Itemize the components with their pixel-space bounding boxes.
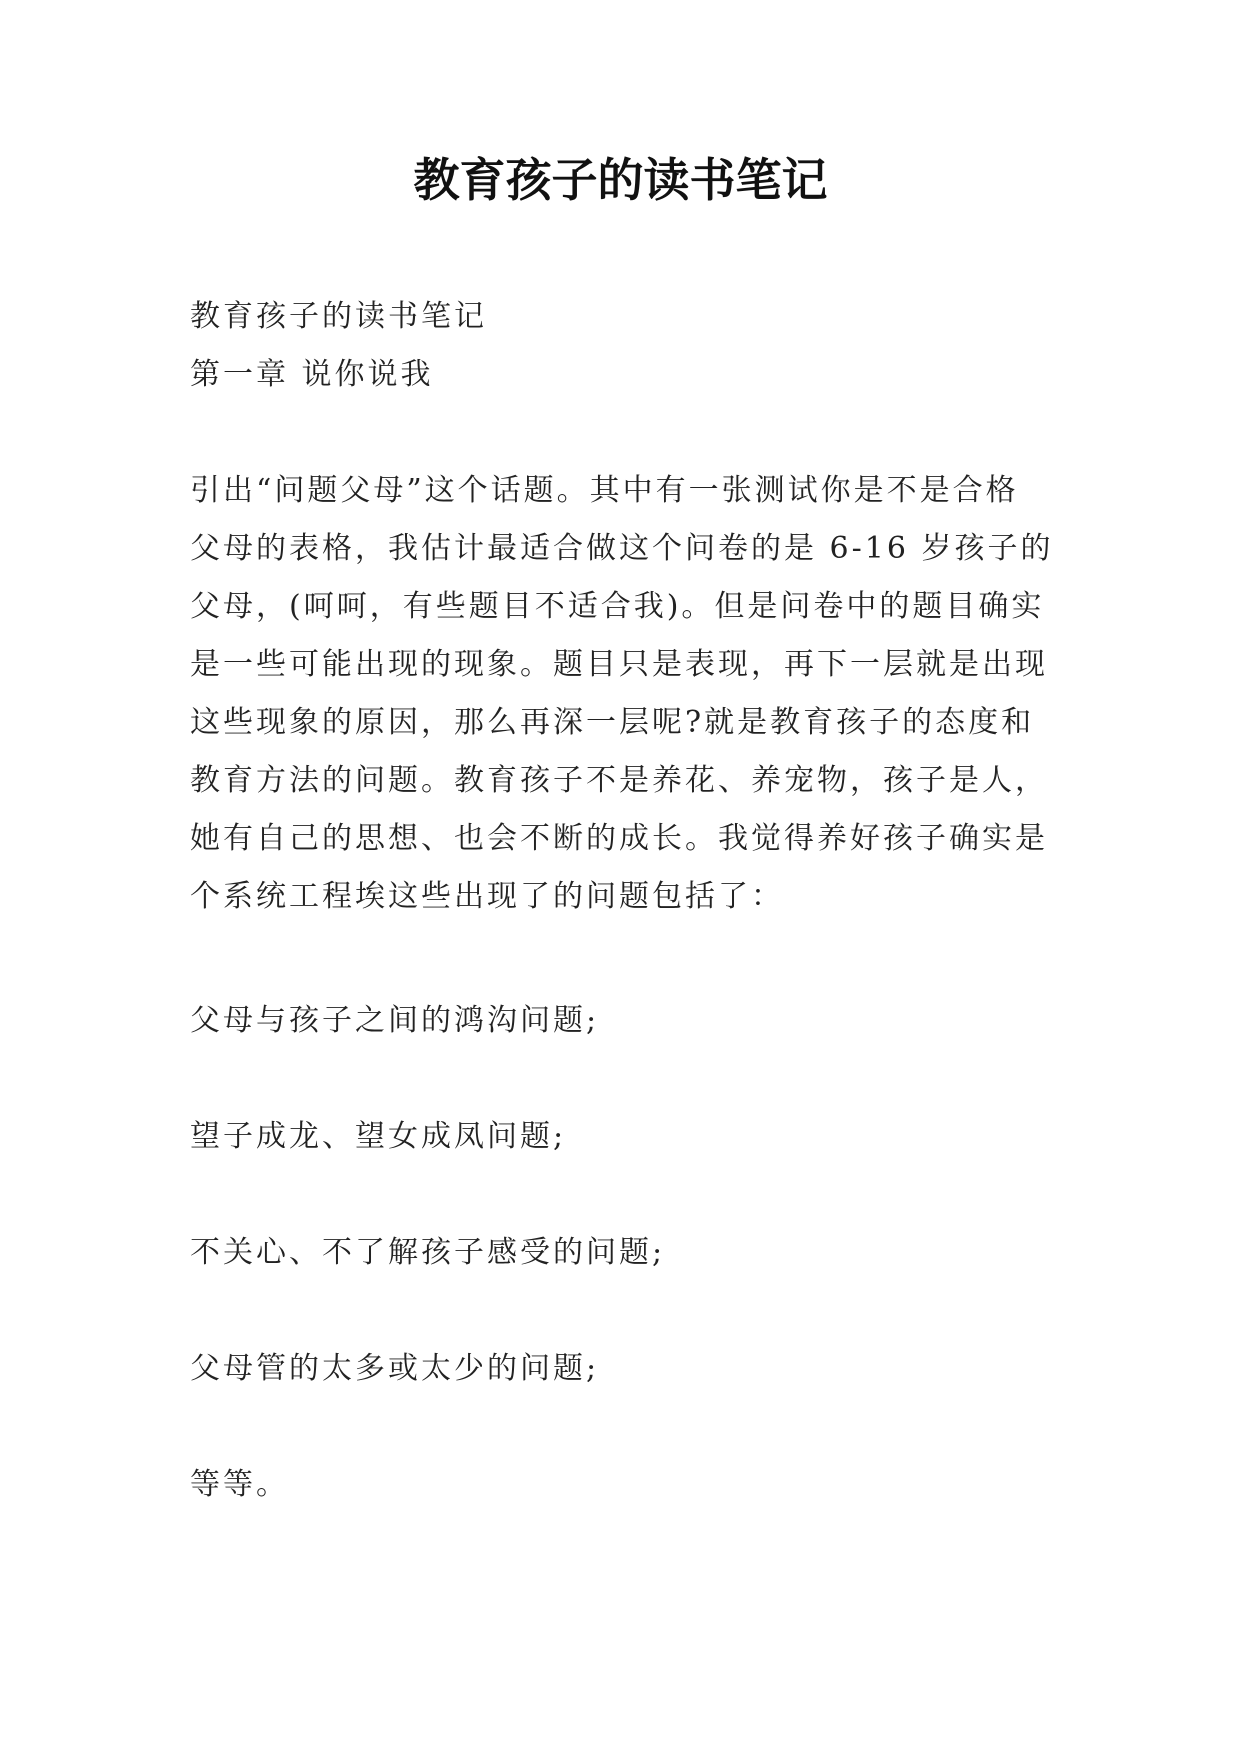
list-item: 不关心、不了解孩子感受的问题; (190, 1235, 666, 1270)
list-item: 父母与孩子之间的鸿沟问题; (190, 1003, 600, 1038)
document-subtitle: 教育孩子的读书笔记 (190, 299, 487, 334)
list-item: 等等。 (190, 1467, 289, 1502)
paragraph-line: 引出“问题父母”这个话题。其中有一张测试你是不是合格 (190, 473, 1019, 508)
main-paragraph (190, 462, 1060, 926)
list-item: 望子成龙、望女成凤问题; (190, 1119, 567, 1154)
list-item: 父母管的太多或太少的问题; (190, 1351, 600, 1386)
paragraph-line: 她有自己的思想、也会不断的成长。我觉得养好孩子确实是 (190, 821, 1048, 856)
chapter-heading: 第一章 说你说我 (190, 357, 434, 392)
paragraph-line: 父母的表格，我估计最适合做这个问卷的是 6-16 岁孩子的 (190, 531, 1054, 566)
paragraph-line: 是一些可能出现的现象。题目只是表现，再下一层就是出现 (190, 647, 1048, 682)
document-title: 教育孩子的读书笔记 (413, 153, 828, 207)
paragraph-line: 教育方法的问题。教育孩子不是养花、养宠物，孩子是人， (190, 763, 1048, 798)
paragraph-line: 个系统工程埃这些出现了的问题包括了： (190, 879, 784, 914)
paragraph-line: 这些现象的原因，那么再深一层呢?就是教育孩子的态度和 (190, 705, 1035, 740)
paragraph-line: 父母，(呵呵，有些题目不适合我)。但是问卷中的题目确实 (190, 589, 1045, 624)
